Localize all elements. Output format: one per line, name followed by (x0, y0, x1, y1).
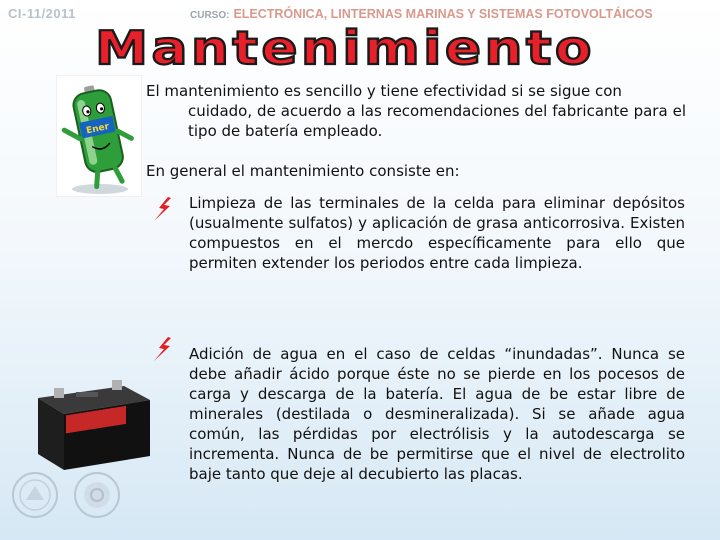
svg-text:Ener: Ener (85, 121, 111, 137)
bullet-water: Adición de agua en el caso de celdas “inundadas”. Nunca se debe añadir ácido porque éste no se pierde en los pocesos de carga y descarga de la batería. El agua de be estar libre de minerales (destilada o desmineralizada). Si se añade agua común, las pérdidas por electrólisis y la autodescarga se incrementa. Nunca de be permitirse que el nivel de electrolito baje tanto que deje al decubierto las placas. (189, 345, 685, 483)
general-heading: En general el mantenimiento consiste en: (146, 162, 460, 180)
lightning-bullet-icon (150, 336, 174, 362)
course-key: CURSO: (190, 10, 230, 21)
university-seal-icon (10, 470, 60, 520)
page-title (90, 20, 600, 72)
cartoon-battery-icon (56, 75, 142, 197)
intro-line-1: El mantenimiento es sencillo y tiene efectividad si se sigue con (146, 82, 622, 100)
car-battery-icon (24, 378, 154, 472)
course-code: CI-11/2011 (8, 6, 76, 21)
course-header (190, 7, 710, 21)
bullet-cleaning: Limpieza de las terminales de la celda para eliminar depósitos (usualmente sulfatos) y aplicación de grasa anticorrosiva. Existen compuestos en el mercdo específicamente para ello que permiten extender los periodos entre cada limpieza. (189, 194, 685, 272)
page-title-text: Mantenimiento (95, 21, 595, 72)
page-title-graphic (90, 20, 600, 72)
intro-paragraph (146, 81, 686, 141)
lightning-bullet-icon (150, 196, 174, 222)
intro-rest: cuidado, de acuerdo a las recomendaciones del fabricante para el tipo de batería empleado. (188, 102, 686, 140)
university-seal-icon (72, 470, 122, 520)
course-name: ELECTRÓNICA, LINTERNAS MARINAS Y SISTEMAS FOTOVOLTÁICOS (233, 7, 653, 21)
